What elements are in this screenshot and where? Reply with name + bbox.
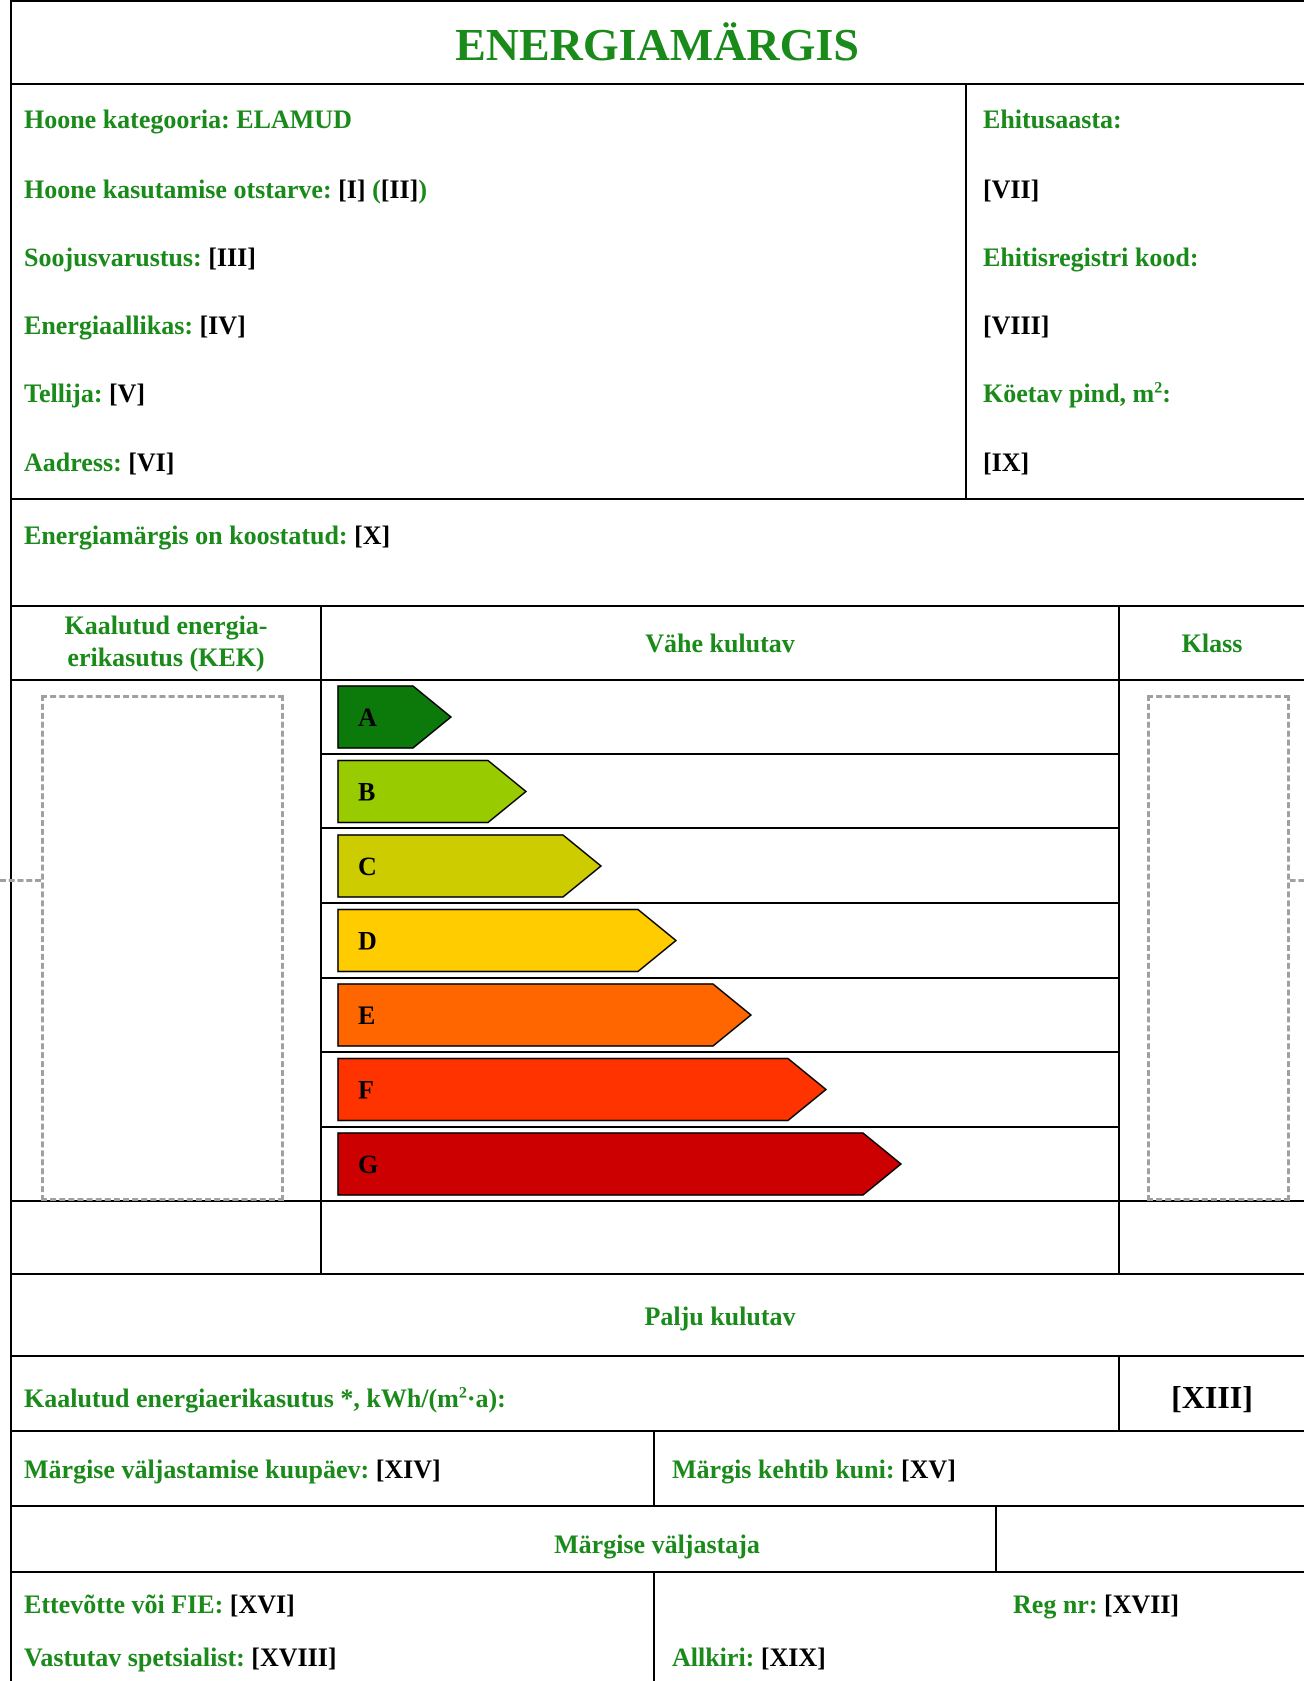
area-sup: 2 [1154, 379, 1163, 397]
usage-value-1: [I] [338, 175, 366, 204]
kek-label [24, 1384, 506, 1414]
page-title: ENERGIAMÄRGIS [455, 19, 859, 70]
kek-value: [XIII] [1171, 1379, 1253, 1415]
energy-class-e [338, 984, 751, 1046]
kek-label-pre: Kaalutud energiaerikasutus *, kWh/(m [24, 1384, 459, 1413]
energy-source-label: Energiaallikas: [24, 311, 194, 340]
company-value: [XVI] [229, 1590, 295, 1619]
energy-class-letter: F [358, 1075, 374, 1105]
energy-class-letter: E [358, 1001, 376, 1030]
valid-until [672, 1455, 956, 1485]
energy-class-arrow [338, 910, 676, 972]
signature [672, 1643, 826, 1673]
issue-date-value: [XIV] [375, 1455, 441, 1484]
issuer-company [24, 1590, 295, 1620]
energy-class-d [338, 910, 676, 972]
registry-value: [VIII] [983, 311, 1050, 340]
energy-class-a [338, 686, 451, 748]
energy-source-value: [IV] [199, 311, 246, 340]
kek-header-line2: erikasutus (KEK) [67, 643, 265, 672]
issue-date [24, 1455, 441, 1485]
high-consumption-label: Palju kulutav [644, 1302, 796, 1331]
energy-class-arrow [338, 984, 751, 1046]
energy-class-g [338, 1133, 901, 1195]
paren-close: ) [418, 175, 427, 204]
reg-label: Reg nr: [1013, 1590, 1098, 1619]
kek-header-line1: Kaalutud energia- [64, 611, 268, 640]
low-consumption-label: Vähe kulutav [645, 629, 795, 658]
energy-class-arrow [338, 835, 601, 897]
paren-open: ( [372, 175, 381, 204]
area-colon: : [1162, 379, 1171, 408]
kek-label-sup: 2 [458, 1384, 467, 1402]
energy-class-b [338, 761, 526, 823]
valid-until-value: [XV] [901, 1455, 956, 1484]
area-label-text: Köetav pind, m [983, 379, 1155, 408]
area-value: [IX] [983, 448, 1030, 477]
composed-label: Energiamärgis on koostatud: [24, 521, 348, 550]
signature-value: [XIX] [760, 1643, 826, 1672]
signature-label: Allkiri: [672, 1643, 755, 1672]
heating-value: [III] [208, 243, 256, 272]
reg-value: [XVII] [1103, 1590, 1180, 1619]
composed-value: [X] [354, 521, 391, 550]
kek-label-post: ·a): [466, 1384, 506, 1413]
energy-class-letter: G [358, 1150, 379, 1179]
energy-class-letter: C [358, 852, 377, 881]
energy-class-arrow [338, 1133, 901, 1195]
registry-label: Ehitisregistri kood: [983, 243, 1199, 272]
energy-class-arrow [338, 1059, 826, 1121]
heating-label: Soojusvarustus: [24, 243, 202, 272]
energy-class-letter: A [358, 703, 377, 732]
client-value: [V] [108, 379, 146, 408]
specialist-label: Vastutav spetsialist: [24, 1643, 245, 1672]
issuer-reg [1013, 1590, 1179, 1620]
issue-date-label: Märgise väljastamise kuupäev: [24, 1455, 370, 1484]
responsible-specialist [24, 1643, 337, 1673]
energy-class-f [338, 1059, 826, 1121]
energy-class-letter: B [358, 777, 376, 807]
energy-class-arrow [338, 686, 451, 748]
building-category: Hoone kategooria: ELAMUD [24, 105, 352, 134]
usage-label: Hoone kasutamise otstarve: [24, 175, 332, 204]
energy-class-letter: D [358, 926, 377, 956]
year-value: [VII] [983, 175, 1040, 204]
client-label: Tellija: [24, 379, 103, 408]
valid-until-label: Märgis kehtib kuni: [672, 1455, 895, 1484]
address-value: [VI] [128, 448, 175, 477]
company-label: Ettevõtte või FIE: [24, 1590, 224, 1619]
usage-value-2: [II] [380, 175, 419, 204]
year-label: Ehitusaasta: [983, 105, 1122, 134]
address-label: Aadress: [24, 448, 122, 477]
specialist-value: [XVIII] [251, 1643, 337, 1672]
energy-class-c [338, 835, 601, 897]
issuer-header: Märgise väljastaja [554, 1530, 760, 1559]
class-header: Klass [1181, 629, 1243, 658]
